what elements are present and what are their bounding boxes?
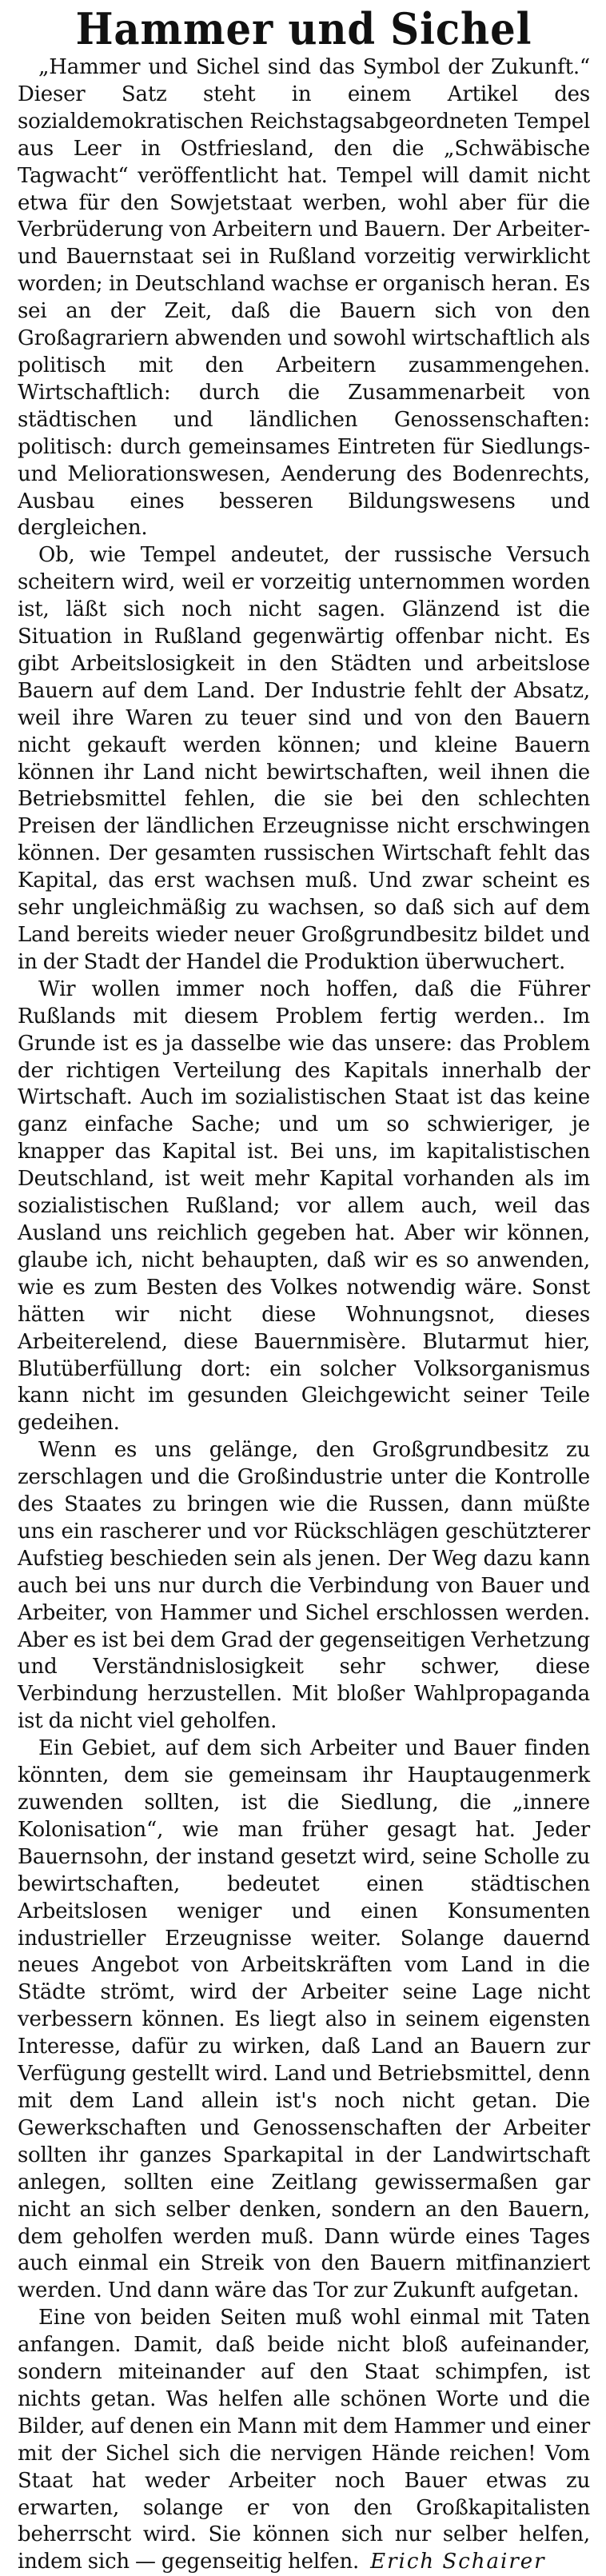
article-paragraph-4: Wenn es uns gelänge, den Großgrundbesitz zu zerschlagen und die Großindustrie unter die Kontrolle des Staates zu bringen wie die Russen, dann müßte uns ein rascherer und vor Rückschlägen geschützterer Aufstieg beschieden sein als jenen. Der Weg dazu kann auch bei uns nur durch die Verbindung von Bauer und Arbeiter, von Hammer und Sichel erschlossen werden. Aber es ist bei dem Grad der gegenseitigen Verhetzung und Verständnislosigkeit sehr schwer, diese Verbindung herzustellen. Mit bloßer Wahlpropaganda ist da nicht viel geholfen. [18, 1438, 590, 1734]
article-paragraph-5: Ein Gebiet, auf dem sich Arbeiter und Bauer finden könnten, dem sie gemeinsam ihr Hauptaugenmerk zuwenden sollten, ist die Siedlung, die „innere Kolonisation“, wie man früher gesagt hat. Jeder Bauernsohn, der instand gesetzt wird, seine Scholle zu bewirtschaften, bedeutet einen städtischen Arbeitslosen weniger und einen Konsumenten industrieller Erzeugnisse weiter. Solange dauernd neues Angebot von Arbeitskräften vom Land in die Städte strömt, wird der Arbeiter seine Lage nicht verbessern können. Es liegt also in seinem eigensten Interesse, dafür zu wirken, daß Land an Bauern zur Verfügung gestellt wird. Land und Betriebsmittel, denn mit dem Land allein ist's noch nicht getan. Die Gewerkschaften und Genossenschaften der Arbeiter sollten ihr ganzes Sparkapital in der Landwirtschaft anlegen, sollten eine Zeitlang gewissermaßen gar nicht an sich selber denken, sondern an den Bauern, dem geholfen werden muß. Dann würde eines Tages auch einmal ein Streik von den Bauern mitfinanziert werden. Und dann wäre das Tor zur Zukunft aufgetan. [18, 1736, 590, 2303]
article-paragraph-1: „Hammer und Sichel sind das Symbol der Zukunft.“ Dieser Satz steht in einem Artikel des sozialdemokratischen Reichstagsabgeordneten Tempel aus Leer in Ostfriesland, den die „Schwäbische Tagwacht“ veröffentlicht hat. Tempel will damit nicht etwa für den Sowjetstaat werben, wohl aber für die Verbrüderung von Arbeitern und Bauern. Der Arbeiter- und Bauernstaat sei in Rußland vorzeitig verwirklicht worden; in Deutschland wachse er organisch heran. Es sei an der Zeit, daß die Bauern sich von den Großagrariern abwenden und sowohl wirtschaftlich als politisch mit den Arbeitern zusammengehen. Wirtschaftlich: durch die Zusammenarbeit von städtischen und ländlichen Genossenschaften: politisch: durch gemeinsames Eintreten für Siedlungs- und Meliorationswesen, Aenderung des Bodenrechts, Ausbau eines besseren Bildungswesens und dergleichen. [18, 55, 590, 541]
article-paragraph-6 [18, 2305, 590, 2576]
article-body [18, 54, 590, 2576]
author-byline: Erich Schairer [370, 2550, 546, 2574]
article-paragraph-6-text: Eine von beiden Seiten muß wohl einmal mit Taten anfangen. Damit, daß beide nicht bloß aufeinander, sondern miteinander auf den Staat schimpfen, ist nichts getan. Was helfen alle schönen Worte und die Bilder, auf denen ein Mann mit dem Hammer und einer mit der Sichel sich die nervigen Hände reichen! Vom Staat hat weder Arbeiter noch Bauer etwas zu erwarten, solange er von den Großkapitalisten beherrscht wird. Sie können sich nur selber helfen, indem sich — gegenseitig helfen. [18, 2306, 590, 2574]
article-paragraph-2: Ob, wie Tempel andeutet, der russische Versuch scheitern wird, weil er vorzeitig unternommen worden ist, läßt sich noch nicht sagen. Glänzend ist die Situation in Rußland gegenwärtig offenbar nicht. Es gibt Arbeitslosigkeit in den Städten und arbeitslose Bauern auf dem Land. Der Industrie fehlt der Absatz, weil ihre Waren zu teuer sind und von den Bauern nicht gekauft werden können; und kleine Bauern können ihr Land nicht bewirtschaften, weil ihnen die Betriebsmittel fehlen, die sie bei den schlechten Preisen der ländlichen Erzeugnisse nicht erschwingen können. Der gesamten russischen Wirtschaft fehlt das Kapital, das erst wachsen muß. Und zwar scheint es sehr ungleichmäßig zu wachsen, so daß sich auf dem Land bereits wieder neuer Großgrundbesitz bildet und in der Stadt der Handel die Produktion überwuchert. [18, 543, 590, 974]
article-paragraph-3: Wir wollen immer noch hoffen, daß die Führer Rußlands mit diesem Problem fertig werden.. Im Grunde ist es ja dasselbe wie das unsere: das Problem der richtigen Verteilung des Kapitals innerhalb der Wirtschaft. Auch im sozialistischen Staat ist das keine ganz einfache Sache; und um so schwieriger, je knapper das Kapital ist. Bei uns, im kapitalistischen Deutschland, ist weit mehr Kapital vorhanden als im sozialistischen Rußland; vor allem auch, weil das Ausland uns reichlich gegeben hat. Aber wir können, glaube ich, nicht behaupten, daß wir es so anwenden, wie es zum Besten des Volkes notwendig wäre. Sonst hätten wir nicht diese Wohnungsnot, dieses Arbeiterelend, diese Bauernmisère. Blutarmut hier, Blutüberfüllung dort: ein solcher Volksorganismus kann nicht im gesunden Gleichgewicht seiner Teile gedeihen. [18, 976, 590, 1436]
article-title: Hammer und Sichel [75, 3, 532, 54]
